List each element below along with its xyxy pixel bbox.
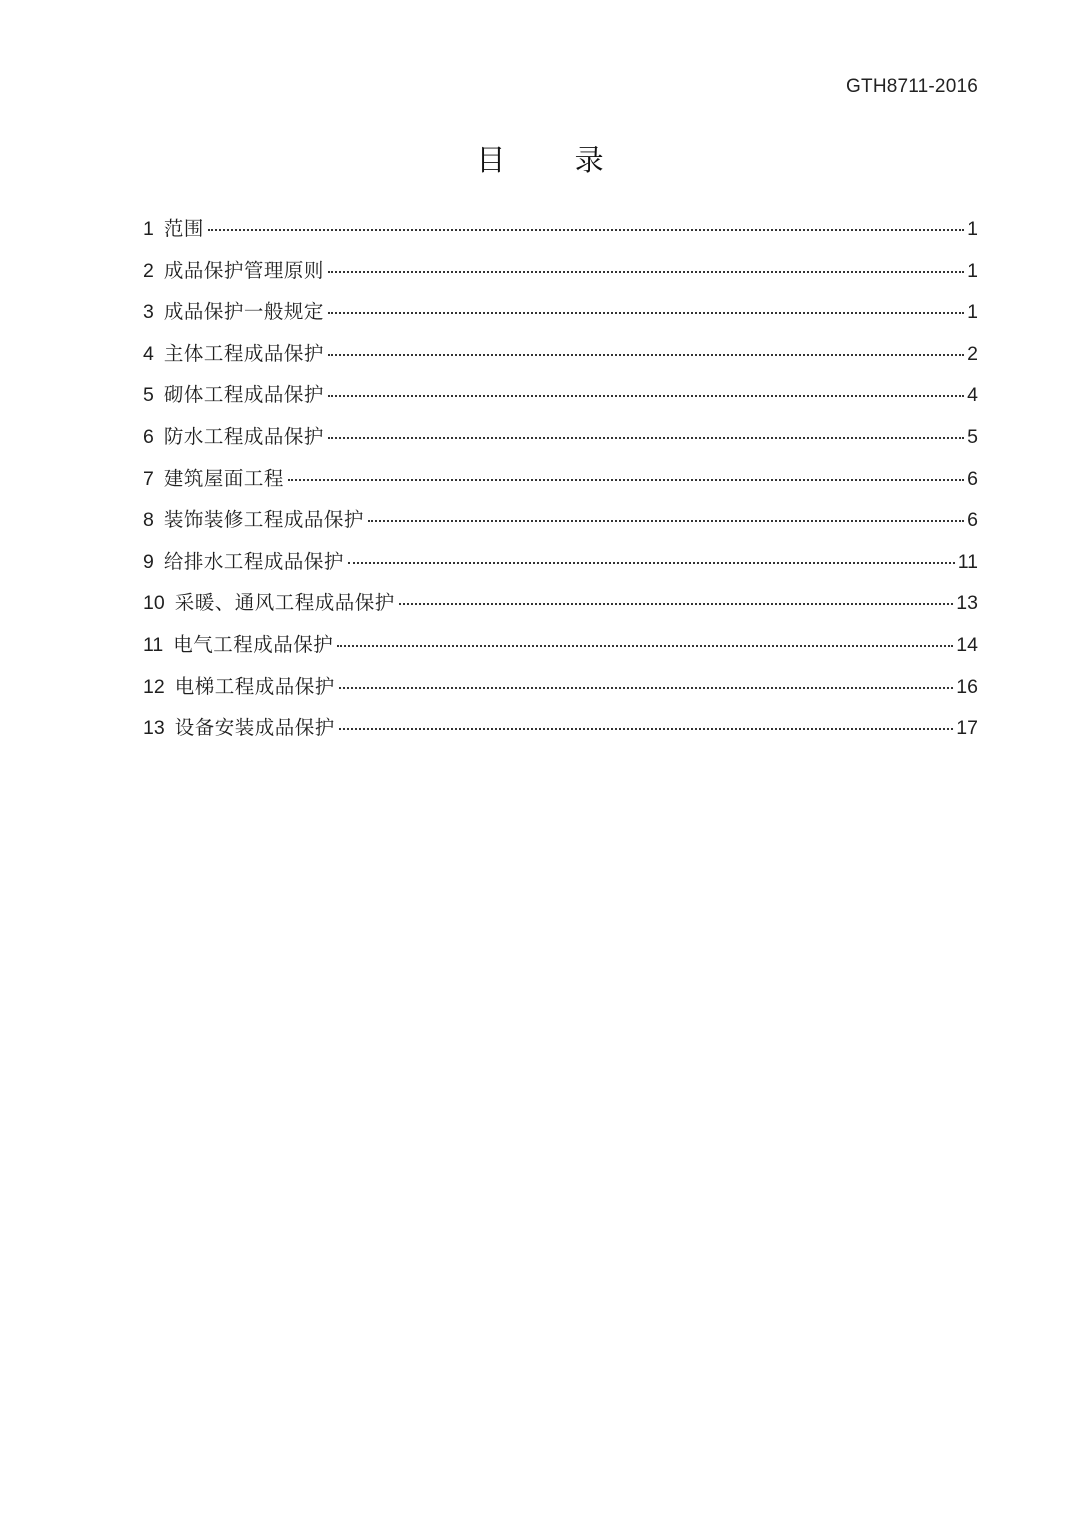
toc-entry-page-number: 13 bbox=[956, 592, 978, 615]
toc-dot-leader bbox=[368, 520, 964, 522]
toc-entry-page-number: 1 bbox=[967, 218, 978, 240]
toc-entry-page-number: 11 bbox=[957, 550, 978, 573]
toc-entry[interactable] bbox=[143, 587, 978, 629]
toc-entry-number: 13 bbox=[143, 717, 165, 740]
toc-entry[interactable] bbox=[143, 671, 978, 713]
toc-dot-leader bbox=[399, 603, 954, 605]
toc-entry-page-number: 17 bbox=[956, 717, 978, 740]
toc-entry-page-number: 16 bbox=[956, 675, 978, 698]
toc-dot-leader bbox=[328, 395, 964, 397]
toc-dot-leader bbox=[339, 728, 954, 730]
toc-entry-page-number: 5 bbox=[967, 425, 978, 448]
toc-entry-title: 建筑屋面工程 bbox=[163, 466, 284, 490]
toc-entry-number: 11 bbox=[143, 633, 164, 656]
page-title: 目 录 bbox=[476, 143, 634, 177]
toc-entry-page-number: 6 bbox=[967, 467, 978, 490]
toc-entry-number: 12 bbox=[143, 675, 165, 698]
toc-dot-leader bbox=[337, 645, 953, 647]
toc-entry-number: 3 bbox=[143, 301, 154, 324]
toc-entry-title: 成品保护一般规定 bbox=[163, 300, 324, 324]
toc-dot-leader bbox=[328, 354, 964, 356]
toc-entry-title: 电梯工程成品保护 bbox=[174, 674, 335, 698]
toc-entry-title: 成品保护管理原则 bbox=[163, 258, 324, 282]
toc-entry[interactable] bbox=[143, 504, 978, 546]
toc-entry-title: 设备安装成品保护 bbox=[174, 716, 335, 740]
toc-entry[interactable] bbox=[143, 255, 978, 297]
toc-entry[interactable] bbox=[143, 463, 978, 505]
toc-entry-page-number: 2 bbox=[967, 342, 978, 365]
toc-entry[interactable] bbox=[143, 546, 978, 588]
toc-entry-page-number: 1 bbox=[967, 301, 978, 324]
toc-dot-leader bbox=[288, 479, 964, 481]
toc-entry-page-number: 6 bbox=[967, 509, 978, 532]
toc-entry-page-number: 14 bbox=[956, 633, 978, 656]
toc-entry-number: 8 bbox=[143, 509, 154, 532]
toc-entry[interactable] bbox=[143, 712, 978, 754]
toc-dot-leader bbox=[328, 437, 964, 439]
toc-entry[interactable] bbox=[143, 629, 978, 671]
toc-entry-title: 给排水工程成品保护 bbox=[163, 549, 344, 573]
toc-entry-number: 10 bbox=[143, 592, 165, 615]
toc-entry-title: 电气工程成品保护 bbox=[173, 632, 334, 656]
toc-entry-number: 6 bbox=[143, 425, 154, 448]
toc-entry[interactable] bbox=[143, 338, 978, 380]
toc-dot-leader bbox=[348, 562, 955, 564]
toc-entry-number: 2 bbox=[143, 259, 154, 282]
toc-entry-title: 防水工程成品保护 bbox=[163, 424, 324, 448]
toc-dot-leader bbox=[328, 312, 964, 314]
toc-entry[interactable] bbox=[143, 296, 978, 338]
document-code: GTH8711-2016 bbox=[846, 76, 978, 97]
table-of-contents bbox=[143, 213, 978, 754]
toc-entry-number: 1 bbox=[143, 218, 154, 240]
toc-entry[interactable] bbox=[143, 213, 978, 255]
toc-entry-title: 装饰装修工程成品保护 bbox=[163, 508, 364, 532]
toc-entry[interactable] bbox=[143, 379, 978, 421]
toc-entry-title: 范围 bbox=[163, 217, 204, 240]
toc-entry-title: 主体工程成品保护 bbox=[163, 341, 324, 365]
toc-dot-leader bbox=[208, 229, 964, 231]
toc-entry-number: 4 bbox=[143, 342, 154, 365]
toc-entry-page-number: 4 bbox=[967, 384, 978, 407]
toc-entry-title: 砌体工程成品保护 bbox=[163, 383, 324, 407]
toc-entry-number: 7 bbox=[143, 467, 154, 490]
toc-dot-leader bbox=[339, 687, 954, 689]
toc-entry-number: 5 bbox=[143, 384, 154, 407]
toc-entry-number: 9 bbox=[143, 550, 154, 573]
toc-entry-page-number: 1 bbox=[967, 259, 978, 282]
toc-dot-leader bbox=[328, 271, 964, 273]
toc-entry-title: 采暖、通风工程成品保护 bbox=[174, 591, 395, 615]
toc-entry[interactable] bbox=[143, 421, 978, 463]
